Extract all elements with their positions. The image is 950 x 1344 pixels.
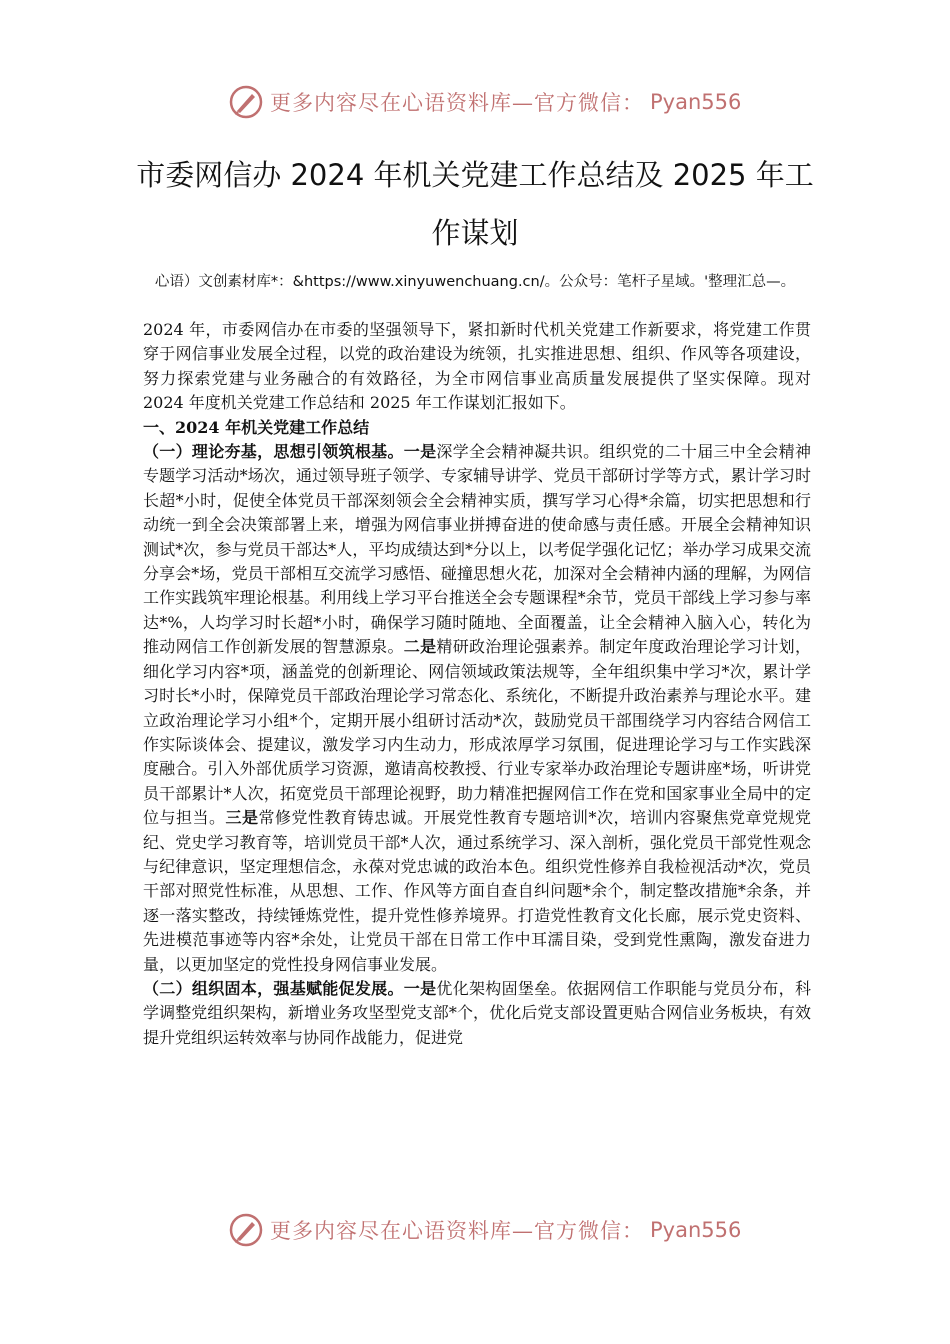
document-title: 市委网信办 2024 年机关党建工作总结及 2025 年工作谋划	[136, 158, 814, 250]
paragraph-part-2	[143, 977, 811, 1050]
part1-text1: 深学全会精神凝共识。组织党的二十届三中全会精神专题学习活动*场次，通过领导班子领学、专家辅导讲学、党员干部研讨学等方式，累计学习时长超*小时，促使全体党员干部深刻领会全会精神实质，撰写学习心得*余篇，切实把思想和行动统一到全会决策部署上来，增强为网信事业拼搏奋进的使命感与责任感。开展全会精神知识测试*次，参与党员干部达*人，平均成绩达到*分以上，以考促学强化记忆；举办学习成果交流分享会*场，党员干部相互交流学习感悟、碰撞思想火花，加深对全会精神内涵的理解，为网信工作实践筑牢理论根基。利用线上学习平台推送全会专题课程*余节，党员干部线上学习参与率达*%，人均学习时长超*小时，确保学习随时随地、全面覆盖，让全会精神入脑入心，转化为推动网信工作创新发展的智慧源泉。	[143, 442, 811, 657]
part1-lead2: 二是	[403, 637, 437, 657]
part1-lead1: 一是	[403, 442, 437, 462]
footer-banner	[228, 1208, 748, 1252]
part1-text3: 常修党性教育铸忠诚。开展党性教育专题培训*次，培训内容聚焦党章党规党纪、党史学习教育等，培训党员干部*人次，通过系统学习、深入剖析，强化党员干部党性观念与纪律意识，坚定理想信念，永葆对党忠诚的政治本色。组织党性修养自我检视活动*次，党员干部对照党性标准，从思想、工作、作风等方面自查自纠问题*余个，制定整改措施*余条，并逐一落实整改，持续锤炼党性，提升党性修养境界。打造党性教育文化长廊，展示党史资料、先进模范事迹等内容*余处，让党员干部在日常工作中耳濡目染，受到党性熏陶，激发奋进力量，以更加坚定的党性投身网信事业发展。	[143, 808, 811, 974]
part1-heading: （一）理论夯基，思想引领筑根基。	[143, 442, 404, 462]
paragraph-part-1	[143, 440, 811, 977]
banner-handle: Pyan556	[650, 1218, 742, 1242]
pen-logo-icon	[228, 84, 264, 120]
part1-lead3: 三是	[225, 808, 259, 828]
document-body	[143, 318, 811, 1050]
header-banner	[228, 80, 748, 124]
source-line: 心语）文创素材库*：&https://www.xinyuwenchuang.cn/。公众号：笔杆子星域。'整理汇总—。	[154, 274, 796, 290]
banner-handle: Pyan556	[650, 90, 742, 114]
intro-paragraph: 2024 年，市委网信办在市委的坚强领导下，紧扣新时代机关党建工作新要求，将党建工作贯穿于网信事业发展全过程，以党的政治建设为统领，扎实推进思想、组织、作风等各项建设，努力探索党建与业务融合的有效路径，为全市网信事业高质量发展提供了坚实保障。现对 2024 年度机关党建工作总结和 2025 年工作谋划汇报如下。	[143, 320, 811, 413]
part1-text2: 精研政治理论强素养。制定年度政治理论学习计划，细化学习内容*项，涵盖党的创新理论、网信领域政策法规等，全年组织集中学习*次，累计学习时长*小时，保障党员干部政治理论学习常态化、系统化，不断提升政治素养与理论水平。建立政治理论学习小组*个，定期开展小组研讨活动*次，鼓励党员干部围绕学习内容结合网信工作实际谈体会、提建议，激发学习内生动力，形成浓厚学习氛围，促进理论学习与工作实践深度融合。引入外部优质学习资源，邀请高校教授、行业专家举办政治理论专题讲座*场，听讲党员干部累计*人次，拓宽党员干部理论视野，助力精准把握网信工作在党和国家事业全局中的定位与担当。	[143, 637, 811, 828]
part2-text1: 优化架构固堡垒。依据网信工作职能与党员分布，科学调整党组织架构，新增业务攻坚型党支部*个，优化后党支部设置更贴合网信业务板块，有效提升党组织运转效率与协同作战能力，促进党	[143, 978, 811, 1047]
section-heading: 一、2024 年机关党建工作总结	[143, 417, 370, 437]
pen-logo-icon	[228, 1212, 264, 1248]
banner-text: 更多内容尽在心语资料库—官方微信：	[270, 1219, 644, 1243]
banner-text: 更多内容尽在心语资料库—官方微信：	[270, 91, 644, 115]
part2-lead1: 一是	[403, 978, 437, 998]
part2-heading: （二）组织固本，强基赋能促发展。	[143, 978, 404, 998]
